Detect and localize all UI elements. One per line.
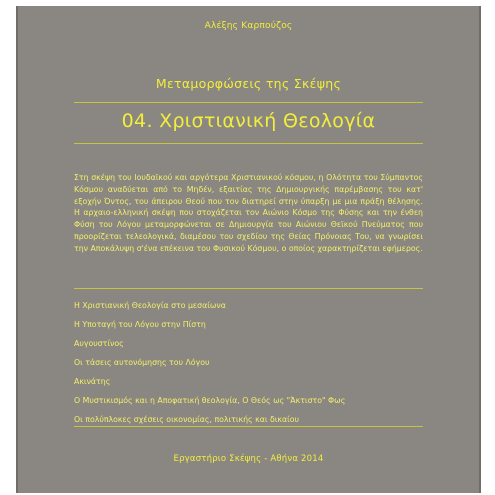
book-cover	[16, 6, 481, 493]
abstract-text: Στη σκέψη του Ιουδαϊκού και αργότερα Χριστιανικού κόσμου, η Ολότητα του Σύμπαντος Κόσμου αναδύεται από το Μηδέν, εξαιτίας της Δημιουργικής παρέμβασης του κατ' εξοχήν Όντος, του άπειρου Θεού που τον διατηρεί στην ύπαρξη με μια πράξη θέλησης. Η αρχαιο-ελληνική σκέψη που στοχάζεται τον Αιώνιο Κόσμο της Φύσης και την ένθεη Φύση του Λόγου μεταμορφώνεται σε Δημιουργία του Αιώνιου Θεϊκού Πνεύματος που προορίζεται τελεολογικά, διαμέσου του σχεδίου της Θείας Πρόνοιας Του, να γνωρίσει την Αποκάλυψη σ'ένα επέκεινα του Φυσικού Κόσμου, ο οποίος χαρακτηρίζεται εφήμερος.	[74, 173, 423, 253]
author-name: Αλέξης Καρπούζος	[204, 21, 293, 31]
title-divider	[74, 143, 423, 144]
top-divider	[74, 102, 423, 103]
toc-item: Οι τάσεις αυτονόμησης του Λόγου	[74, 358, 210, 367]
abstract-divider	[74, 288, 423, 289]
toc-item: Η Υποταγή του Λόγου στην Πίστη	[74, 320, 206, 329]
toc-item: Ακινάτης	[74, 377, 111, 386]
toc-item: Η Χριστιανική Θεολογία στο μεσαίωνα	[74, 301, 226, 310]
toc-item: Αυγουστίνος	[74, 339, 124, 348]
table-of-contents	[74, 296, 444, 429]
toc-divider	[74, 426, 423, 427]
series-title: Μεταμορφώσεις της Σκέψης	[155, 76, 342, 91]
publisher-footer: Εργαστήριο Σκέψης - Αθήνα 2014	[173, 454, 324, 464]
book-title: 04. Χριστιανική Θεολογία	[121, 110, 376, 132]
toc-item: Οι πολύπλοκες σχέσεις οικονομίας, πολιτικής και δικαίου	[74, 415, 300, 424]
toc-item: Ο Μυστικισμός και η Αποφατική θεολογία, Ο Θεός ως "Άκτιστο" Φως	[74, 396, 346, 405]
